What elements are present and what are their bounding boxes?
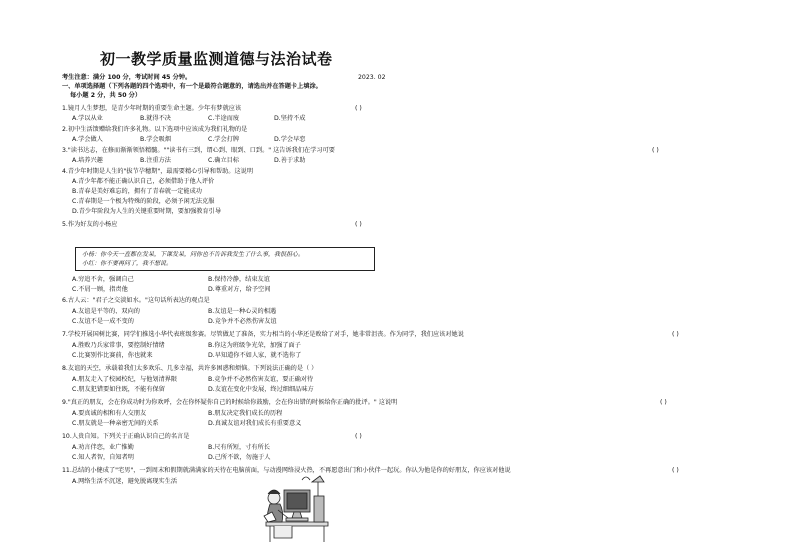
question-5: 5.作为好友的小杨应	[62, 221, 118, 228]
option: C.确立目标	[208, 157, 240, 164]
dialogue-line: 小杨：你今天一直都在发呆，下课发呆，问你也不告诉我发生了什么事，我很担心。	[82, 251, 305, 258]
option: C.比赛别作比赛前，你也就来	[72, 352, 153, 359]
exam-date: 2023. 02	[358, 74, 386, 81]
dialogue-box	[75, 247, 375, 271]
question-8: 8.友谊的天空，承载着我们太多欢乐、几多幸福，共许多困惑和烦恼。下列说法正确的是（ ）	[62, 365, 318, 372]
question-1: 1.镜月人生梦想，是青少年时期的重要生命主题。少年有梦就应该	[62, 105, 242, 112]
option: A.培养兴趣	[72, 157, 103, 164]
option: C.不屑一顾，指责他	[72, 286, 128, 293]
option: D.友谊在变化中发展，终过细细品味方	[208, 386, 314, 393]
option: D.坚持不成	[274, 115, 306, 122]
option: D.真诚友谊对我们成长有重要意义	[208, 420, 302, 427]
option: A.穷追不舍，强调自己	[72, 276, 134, 283]
option: A.青少年都不能正确认识自己，必须借助于他人评价	[72, 178, 215, 185]
option: B.注重方法	[140, 157, 171, 164]
exam-notice: 考生注意：满分 100 分，考试时间 45 分钟。	[62, 74, 192, 81]
option: D.早知道你不如人家，就不选你了	[208, 352, 302, 359]
option: D.善于求助	[274, 157, 306, 164]
option: A.网络生活不沉迷，避免脱离现实生活	[72, 478, 178, 485]
question-2: 2.初中生活馈赠给我们许多礼物。以下选项中应该成为我们礼物的是	[62, 126, 248, 133]
question-6: 6.古人云："君子之交淡如水。"这句话所表达的观点是	[62, 297, 210, 304]
option: B.你这为班级争光荣，加强了面子	[208, 342, 301, 349]
option: B.青春是美好难忘的，拥有了青春就一定能成功	[72, 188, 202, 195]
question-3: 3."读书达志，在修而渐渐领悟精髓。""读书有三到，谓心到、眼到、口到。" 这告诉我们在学习可要	[62, 147, 335, 154]
option: B.友谊是一种心灵的相遇	[208, 308, 277, 315]
section-title: 一、单项选择题（下列各题的四个选项中，有一个是最符合题意的，请选出并在答题卡上填涂。	[62, 83, 322, 90]
option: B.尺有所短，寸有所长	[208, 444, 270, 451]
option: B.学会吸烟	[140, 136, 171, 143]
dialogue-line: 小红：你不要再问了，我不想说。	[82, 260, 173, 267]
answer-paren: ( )	[355, 433, 362, 440]
answer-paren: ( )	[355, 221, 362, 228]
option: D.青少年阶段为人生的关键重要时期，要加强教育引导	[72, 208, 222, 215]
option: D.己所不欲，勿施于人	[208, 454, 271, 461]
option: C.学会打牌	[208, 136, 240, 143]
option: C.知人者智，自知者明	[72, 454, 134, 461]
answer-paren: ( )	[672, 331, 679, 338]
option: B.保持冷静，结束友谊	[208, 276, 270, 283]
option: A.友谊是平等的、双向的	[72, 308, 140, 315]
option: B.就得不决	[140, 115, 171, 122]
option: C.半途而废	[208, 115, 240, 122]
question-9: 9."真正的朋友，会在你成功时为你欢呼，会在你怀疑你自己的时候给你鼓励，会在你出错的时候给你正确的批评。" 这说明	[62, 399, 398, 406]
option: A.学以从业	[72, 115, 103, 122]
question-4: 4.青少年时期是人生的"拔节孕穗期"，最需要精心引导和帮助。这说明	[62, 168, 254, 175]
option: C.友谊不是一成不变的	[72, 318, 134, 325]
answer-paren: ( )	[660, 399, 667, 406]
answer-paren: ( )	[652, 147, 659, 154]
option: A.劝言伴恋，业广惟勤	[72, 444, 134, 451]
option: C.朋友就是一种亲密无间的关系	[72, 420, 159, 427]
exam-title: 初一教学质量监测道德与法治试卷	[100, 50, 333, 68]
computer-user-illustration	[262, 472, 332, 544]
option: A.学会做人	[72, 136, 103, 143]
option: B.竞争并不必然伤害友谊，要正确对待	[208, 376, 314, 383]
answer-paren: ( )	[672, 467, 679, 474]
option: A.胜败乃兵家常事，要控制好情绪	[72, 342, 165, 349]
question-10: 10.人贵自知。下列关于正确认识自己的名言是	[62, 433, 190, 440]
answer-paren: ( )	[355, 105, 362, 112]
question-11: 11.总结的小健成了"宅男"，一到周末和假期就满满家的天待在电脑前面，与动漫网络浸火热，不再愿意出门和小伙伴一起玩。你认为他是你的好朋友，你应该对他说	[62, 467, 511, 474]
option: D.学会早恋	[274, 136, 306, 143]
option: A.要真诚的相和有人交朋友	[72, 410, 147, 417]
option: B.朋友决定我们成长的历程	[208, 410, 283, 417]
option: C.青春期是一个极为特殊的阶段，必须予闲无法克服	[72, 198, 215, 205]
option: D.尊重对方，给予空间	[208, 286, 271, 293]
section-subtitle: 每小题 2 分，共 50 分）	[70, 92, 142, 99]
option: A.朋友走入了校园校纪，与他划清界限	[72, 376, 178, 383]
option: D.竞争并不必然伤害友谊	[208, 318, 277, 325]
question-7: 7.学校开展国树比赛，同学们推选小华代表班级参赛。尽管做足了准备，实力相当的小华还是败给了对手，她非常沮丧。作为同学，我们应该对她说	[62, 331, 464, 338]
option: C.朋友犯错要如往既，不能有保留	[72, 386, 165, 393]
